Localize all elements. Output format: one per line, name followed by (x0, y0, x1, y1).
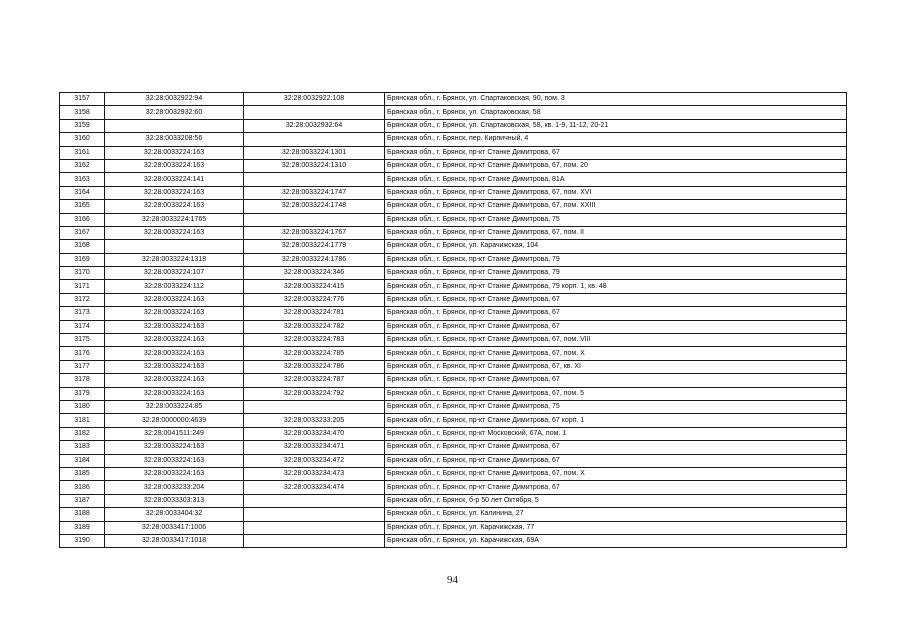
address-cell: Брянская обл., г. Брянск, пр-кт Станке Димитрова, 67, пом. XXIII (385, 200, 847, 213)
table-row (60, 454, 847, 467)
address-cell: Брянская обл., г. Брянск, пр-кт Станке Димитрова, 81А (385, 173, 847, 186)
table-row (60, 240, 847, 253)
table-row (60, 320, 847, 333)
cadastral-number-cell: 32:28:0033224:141 (105, 173, 244, 186)
address-cell: Брянская обл., г. Брянск, пр-кт Станке Димитрова, 75 (385, 213, 847, 226)
address-cell: Брянская обл., г. Брянск, пр-кт Станке Димитрова, 67 (385, 307, 847, 320)
record-number-cell: 3159 (60, 119, 105, 132)
parcel-cadastral-number-cell: 32:28:0033224:346 (244, 267, 385, 280)
cadastral-number-cell: 32:28:0033224:163 (105, 387, 244, 400)
parcel-cadastral-number-cell: 32:28:0033224:781 (244, 307, 385, 320)
cadastral-number-cell: 32:28:0033233:204 (105, 481, 244, 494)
table-row (60, 106, 847, 119)
address-cell: Брянская обл., г. Брянск, ул. Карачижская, 77 (385, 521, 847, 534)
address-cell: Брянская обл., г. Брянск, пр-кт Станке Димитрова, 67 (385, 146, 847, 159)
address-cell: Брянская обл., г. Брянск, пр-кт Станке Димитрова, 67 (385, 374, 847, 387)
record-number-cell: 3164 (60, 186, 105, 199)
table-row (60, 508, 847, 521)
page-number: 94 (447, 574, 458, 586)
parcel-cadastral-number-cell (244, 534, 385, 547)
parcel-cadastral-number-cell: 32:28:0032922:108 (244, 93, 385, 106)
table-row (60, 267, 847, 280)
table-row (60, 146, 847, 159)
cadastral-registry-table (59, 92, 847, 548)
parcel-cadastral-number-cell: 32:28:0033234:474 (244, 481, 385, 494)
table-row (60, 159, 847, 172)
record-number-cell: 3190 (60, 534, 105, 547)
parcel-cadastral-number-cell: 32:28:0033224:783 (244, 334, 385, 347)
address-cell: Брянская обл., г. Брянск, пр-кт Станке Димитрова, 75 (385, 400, 847, 413)
parcel-cadastral-number-cell: 32:28:0033224:1748 (244, 200, 385, 213)
cadastral-number-cell: 32:28:0033417:1018 (105, 534, 244, 547)
record-number-cell: 3160 (60, 133, 105, 146)
record-number-cell: 3187 (60, 494, 105, 507)
table-row (60, 200, 847, 213)
cadastral-number-cell: 32:28:0033224:163 (105, 441, 244, 454)
address-cell: Брянская обл., г. Брянск, пр-кт Станке Димитрова, 67, пом. 20 (385, 159, 847, 172)
record-number-cell: 3176 (60, 347, 105, 360)
address-cell: Брянская обл., г. Брянск, б-р 50 лет Октября, 5 (385, 494, 847, 507)
cadastral-number-cell: 32:28:0033224:112 (105, 280, 244, 293)
table-row (60, 133, 847, 146)
cadastral-number-cell: 32:28:0033208:56 (105, 133, 244, 146)
cadastral-number-cell: 32:28:0033224:163 (105, 200, 244, 213)
table-row (60, 360, 847, 373)
record-number-cell: 3189 (60, 521, 105, 534)
address-cell: Брянская обл., г. Брянск, пр-кт Станке Димитрова, 67, пом. 5 (385, 387, 847, 400)
cadastral-number-cell: 32:28:0033224:163 (105, 293, 244, 306)
address-cell: Брянская обл., г. Брянск, пр-кт Станке Димитрова, 67 (385, 481, 847, 494)
address-cell: Брянская обл., г. Брянск, пр-кт Станке Димитрова, 67 корп. 1 (385, 414, 847, 427)
cadastral-number-cell: 32:28:0000000:4639 (105, 414, 244, 427)
cadastral-number-cell: 32:28:0032932:60 (105, 106, 244, 119)
record-number-cell: 3170 (60, 267, 105, 280)
record-number-cell: 3168 (60, 240, 105, 253)
parcel-cadastral-number-cell: 32:28:0033234:470 (244, 427, 385, 440)
record-number-cell: 3162 (60, 159, 105, 172)
record-number-cell: 3183 (60, 441, 105, 454)
parcel-cadastral-number-cell: 32:28:0033224:1779 (244, 240, 385, 253)
address-cell: Брянская обл., г. Брянск, пр-кт Станке Димитрова, 67 (385, 293, 847, 306)
record-number-cell: 3161 (60, 146, 105, 159)
record-number-cell: 3177 (60, 360, 105, 373)
table-row (60, 494, 847, 507)
parcel-cadastral-number-cell: 32:28:0033224:1786 (244, 253, 385, 266)
address-cell: Брянская обл., г. Брянск, пр-кт Станке Димитрова, 67 (385, 454, 847, 467)
address-cell: Брянская обл., г. Брянск, пр-кт Станке Димитрова, 67 (385, 441, 847, 454)
address-cell: Брянская обл., г. Брянск, ул. Карачижская, 104 (385, 240, 847, 253)
address-cell: Брянская обл., г. Брянск, пер. Кирпичный, 4 (385, 133, 847, 146)
record-number-cell: 3169 (60, 253, 105, 266)
address-cell: Брянская обл., г. Брянск, пр-кт Станке Димитрова, 67 (385, 320, 847, 333)
cadastral-number-cell: 32:28:0033224:1318 (105, 253, 244, 266)
parcel-cadastral-number-cell: 32:28:0032932:64 (244, 119, 385, 132)
parcel-cadastral-number-cell (244, 508, 385, 521)
parcel-cadastral-number-cell (244, 173, 385, 186)
record-number-cell: 3179 (60, 387, 105, 400)
cadastral-number-cell: 32:28:0033224:163 (105, 334, 244, 347)
cadastral-number-cell: 32:28:0033224:107 (105, 267, 244, 280)
registry-table-body (60, 93, 847, 548)
parcel-cadastral-number-cell: 32:28:0033224:792 (244, 387, 385, 400)
table-row (60, 414, 847, 427)
table-row (60, 213, 847, 226)
cadastral-number-cell (105, 119, 244, 132)
table-row (60, 334, 847, 347)
record-number-cell: 3185 (60, 467, 105, 480)
table-row (60, 521, 847, 534)
address-cell: Брянская обл., г. Брянск, пр-кт Станке Димитрова, 79 (385, 267, 847, 280)
parcel-cadastral-number-cell: 32:28:0033224:787 (244, 374, 385, 387)
parcel-cadastral-number-cell: 32:28:0033234:471 (244, 441, 385, 454)
cadastral-number-cell: 32:28:0033224:163 (105, 347, 244, 360)
parcel-cadastral-number-cell: 32:28:0033234:473 (244, 467, 385, 480)
record-number-cell: 3174 (60, 320, 105, 333)
cadastral-number-cell: 32:28:0041511:249 (105, 427, 244, 440)
parcel-cadastral-number-cell: 32:28:0033224:1301 (244, 146, 385, 159)
address-cell: Брянская обл., г. Брянск, ул. Спартаковская, 90, пом. 3 (385, 93, 847, 106)
table-row (60, 534, 847, 547)
parcel-cadastral-number-cell: 32:28:0033224:415 (244, 280, 385, 293)
address-cell: Брянская обл., г. Брянск, ул. Калинина, 27 (385, 508, 847, 521)
table-row (60, 280, 847, 293)
record-number-cell: 3175 (60, 334, 105, 347)
record-number-cell: 3180 (60, 400, 105, 413)
cadastral-number-cell: 32:28:0033224:163 (105, 467, 244, 480)
table-row (60, 427, 847, 440)
cadastral-number-cell: 32:28:0033224:163 (105, 146, 244, 159)
address-cell: Брянская обл., г. Брянск, пр-кт Станке Димитрова, 67, пом. II (385, 226, 847, 239)
address-cell: Брянская обл., г. Брянск, ул. Спартаковская, 58 (385, 106, 847, 119)
parcel-cadastral-number-cell (244, 133, 385, 146)
cadastral-number-cell: 32:28:0033224:85 (105, 400, 244, 413)
record-number-cell: 3163 (60, 173, 105, 186)
table-row (60, 186, 847, 199)
record-number-cell: 3188 (60, 508, 105, 521)
parcel-cadastral-number-cell: 32:28:0033224:1747 (244, 186, 385, 199)
parcel-cadastral-number-cell: 32:28:0033224:1310 (244, 159, 385, 172)
cadastral-number-cell: 32:28:0033417:1006 (105, 521, 244, 534)
record-number-cell: 3157 (60, 93, 105, 106)
cadastral-number-cell: 32:28:0033303:313 (105, 494, 244, 507)
cadastral-number-cell: 32:28:0033224:163 (105, 226, 244, 239)
parcel-cadastral-number-cell (244, 400, 385, 413)
parcel-cadastral-number-cell: 32:28:0033224:776 (244, 293, 385, 306)
parcel-cadastral-number-cell (244, 494, 385, 507)
address-cell: Брянская обл., г. Брянск, пр-кт Станке Димитрова, 67, пом. X (385, 467, 847, 480)
record-number-cell: 3182 (60, 427, 105, 440)
record-number-cell: 3158 (60, 106, 105, 119)
parcel-cadastral-number-cell: 32:28:0033233:205 (244, 414, 385, 427)
table-row (60, 467, 847, 480)
cadastral-number-cell: 32:28:0033404:32 (105, 508, 244, 521)
table-row (60, 400, 847, 413)
record-number-cell: 3171 (60, 280, 105, 293)
address-cell: Брянская обл., г. Брянск, пр-кт Станке Димитрова, 67, пом. VIII (385, 334, 847, 347)
record-number-cell: 3166 (60, 213, 105, 226)
record-number-cell: 3167 (60, 226, 105, 239)
parcel-cadastral-number-cell: 32:28:0033234:472 (244, 454, 385, 467)
address-cell: Брянская обл., г. Брянск, пр-кт Станке Димитрова, 79 корп. 1, кв. 48 (385, 280, 847, 293)
record-number-cell: 3181 (60, 414, 105, 427)
parcel-cadastral-number-cell (244, 521, 385, 534)
address-cell: Брянская обл., г. Брянск, пр-кт Станке Димитрова, 67, пом. X (385, 347, 847, 360)
parcel-cadastral-number-cell: 32:28:0033224:782 (244, 320, 385, 333)
table-row (60, 374, 847, 387)
record-number-cell: 3184 (60, 454, 105, 467)
table-row (60, 253, 847, 266)
record-number-cell: 3173 (60, 307, 105, 320)
cadastral-number-cell: 32:28:0033224:163 (105, 320, 244, 333)
table-row (60, 293, 847, 306)
table-row (60, 481, 847, 494)
table-row (60, 93, 847, 106)
table-row (60, 307, 847, 320)
parcel-cadastral-number-cell (244, 106, 385, 119)
address-cell: Брянская обл., г. Брянск, пр-кт Станке Димитрова, 67, кв. XI (385, 360, 847, 373)
address-cell: Брянская обл., г. Брянск, пр-кт Станке Димитрова, 79 (385, 253, 847, 266)
table-row (60, 226, 847, 239)
address-cell: Брянская обл., г. Брянск, ул. Спартаковская, 58, кв. 1-9, 11-12, 20-21 (385, 119, 847, 132)
record-number-cell: 3172 (60, 293, 105, 306)
cadastral-number-cell (105, 240, 244, 253)
record-number-cell: 3186 (60, 481, 105, 494)
cadastral-number-cell: 32:28:0033224:163 (105, 360, 244, 373)
cadastral-number-cell: 32:28:0033224:163 (105, 307, 244, 320)
address-cell: Брянская обл., г. Брянск, ул. Карачижская, 69А (385, 534, 847, 547)
cadastral-number-cell: 32:28:0033224:1765 (105, 213, 244, 226)
parcel-cadastral-number-cell: 32:28:0033224:785 (244, 347, 385, 360)
table-row (60, 173, 847, 186)
cadastral-number-cell: 32:28:0033224:163 (105, 374, 244, 387)
address-cell: Брянская обл., г. Брянск, пр-кт Станке Димитрова, 67, пом. XVI (385, 186, 847, 199)
table-row (60, 387, 847, 400)
parcel-cadastral-number-cell: 32:28:0033224:786 (244, 360, 385, 373)
cadastral-number-cell: 32:28:0033224:163 (105, 454, 244, 467)
address-cell: Брянская обл., г. Брянск, пр-кт Московский, 67А, пом. 1 (385, 427, 847, 440)
record-number-cell: 3178 (60, 374, 105, 387)
table-row (60, 441, 847, 454)
cadastral-number-cell: 32:28:0032922:94 (105, 93, 244, 106)
table-row (60, 347, 847, 360)
parcel-cadastral-number-cell: 32:28:0033224:1767 (244, 226, 385, 239)
record-number-cell: 3165 (60, 200, 105, 213)
cadastral-number-cell: 32:28:0033224:163 (105, 186, 244, 199)
table-row (60, 119, 847, 132)
parcel-cadastral-number-cell (244, 213, 385, 226)
cadastral-number-cell: 32:28:0033224:163 (105, 159, 244, 172)
